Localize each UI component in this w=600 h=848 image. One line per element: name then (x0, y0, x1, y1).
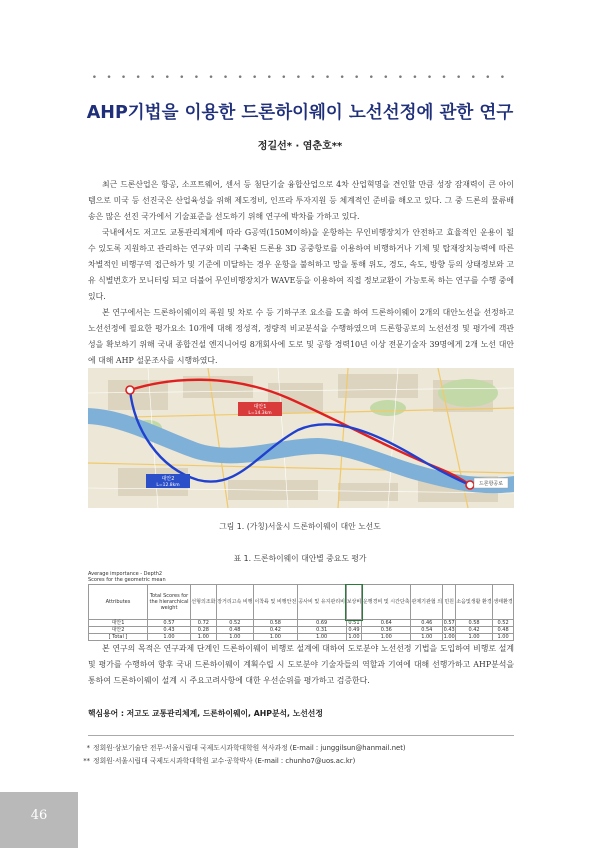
table-cell: 대안1 (89, 620, 148, 627)
importance-table (88, 571, 514, 641)
table-cell: 0.48 (216, 627, 253, 634)
footnote-text: 정회원·서울시립대 국제도시과학대학원 교수·공학박사 (E-mail : chunho7@uos.ac.kr) (93, 757, 356, 765)
column-header: 소음및생활 환경 (455, 585, 492, 620)
conclusion-paragraph: 본 연구의 목적은 연구과제 단계인 드론하이웨이 비행로 설계에 대하여 도로분야 노선선정 기법을 도입하여 비행로 설계 및 평가를 수행하여 향후 국내 드론하이웨이 계획수립 시 도로분야 기술자들의 역할과 기여에 대해 선행가하고 AHP분석을 통하여 드론하이웨이 설계 시 주요고려사항에 대한 우선순위를 평가하고 검증한다. (88, 644, 514, 685)
page-number: 46 (30, 808, 48, 823)
table-header-line-1: Average importance - Depth2 (88, 571, 163, 577)
route-2-label: 대안2 (161, 476, 175, 482)
table-caption: 표 1. 드론하이웨이 대안별 중요도 평가 (233, 554, 367, 563)
route-end-point (466, 481, 474, 489)
footnote-mark: * (86, 744, 90, 752)
route-start-point (126, 386, 134, 394)
table-row (89, 620, 514, 627)
footnote-text: 정회원·삼보기술단 전무·서울시립대 국제도시과학대학원 석사과정 (E-mail : junggilsun@hanmail.net) (93, 744, 406, 752)
table-header-line-2: Scores for the geometric mean (88, 577, 166, 583)
table-cell: 1.00 (443, 634, 455, 640)
table-cell: 1.00 (493, 634, 514, 641)
table-cell: 1.00 (148, 634, 191, 641)
table-cell: 0.57 (148, 620, 191, 627)
table-cell: 0.52 (493, 620, 514, 627)
footnote-mark: ** (83, 757, 90, 765)
column-header: Total Scores for the hierarchical weight (148, 585, 191, 620)
table-cell: 1.00 (253, 634, 297, 641)
table-cell: 0.51 (346, 620, 362, 627)
table-cell: 0.64 (362, 620, 411, 627)
table-cell: 1.00 (191, 634, 217, 641)
table-cell: 0.36 (362, 627, 411, 634)
column-header: 선형의조화 (191, 585, 217, 620)
table-cell: 0.49 (346, 627, 362, 634)
table-cell: 0.48 (493, 627, 514, 634)
table-cell: 0.46 (411, 620, 443, 627)
authors: 정길선* · 염춘호** (257, 141, 343, 152)
column-header: Attributes (89, 585, 148, 620)
conclusion-body (88, 641, 514, 689)
table-cell: 1.00 (411, 634, 443, 641)
table-header-row (89, 585, 514, 620)
table-cell: 0.42 (455, 627, 492, 634)
table-cell: 0.31 (297, 627, 346, 634)
paragraph-3: 본 연구에서는 드론하이웨이의 폭원 및 차로 수 등 기하구조 요소를 도출 하여 드론하이웨이 2개의 대안노선을 선정하고 노선선정에 필요한 평가요소 10개에 대해 정성적, 정량적 비교분석을 수행하였으며 드론항공로의 노선선정 및 평가에 객관성을 확보하기 위해 국내 종합건설 엔지니어링 8개회사에 도로 및 공항 경력10년 이상 전문기술자 39명에게 2개 노선 대안에 대해 AHP 설문조사를 시행하였다. (88, 308, 514, 365)
column-header: 장거리고속 비행 (216, 585, 253, 620)
footnote-1 (78, 742, 518, 752)
table-cell: 0.69 (297, 620, 346, 627)
page-number-tab (0, 792, 78, 848)
route-1-length: L=14.3km (248, 411, 272, 416)
table-cell: 0.58 (253, 620, 297, 627)
table-cell: 0.58 (455, 620, 492, 627)
intro-body (88, 177, 514, 369)
table-cell: 대안2 (89, 627, 148, 634)
map-place-label: 드론항공로 (478, 481, 504, 487)
column-header: 민원 (443, 585, 455, 620)
figure-caption: 그림 1. (가칭)서울시 드론하이웨이 대안 노선도 (219, 522, 381, 531)
column-header: 관제기관협 의 (411, 585, 443, 620)
keywords: 핵심용어 : 저고도 교통관리체계, 드론하이웨이, AHP분석, 노선선정 (88, 709, 323, 718)
footnote-2 (78, 755, 518, 765)
table-cell: 0.43 (148, 627, 191, 634)
decorative-dots: • • • • • • • • • • • • • • • • • • • • • • • • • • • • • (91, 73, 509, 83)
table-cell: 1.00 (297, 634, 346, 641)
column-header: 보상비 (346, 585, 362, 620)
column-header: 운행경비 및 시간단축 (362, 585, 411, 620)
route-map-figure (88, 368, 514, 508)
table-cell: 0.72 (191, 620, 217, 627)
table-cell: 1.00 (362, 634, 411, 641)
table-cell: 1.00 (346, 634, 362, 641)
table-cell: 0.54 (411, 627, 443, 634)
paragraph-1: 최근 드론산업은 항공, 소프트웨어, 센서 등 첨단기술 융합산업으로 4차 산업혁명을 견인할 만큼 성장 잠재력이 큰 아이템으로 미국 등 선진국은 산업육성을 위해 제도정비, 인프라 투자지원 등 체계적인 준비를 해오고 있다. 그 중 드론의 물류배송은 많은 선진 국가에서 기술표준을 선도하기 위해 연구에 박차를 가하고 있다. (88, 180, 514, 221)
table-cell: [ Total ] (89, 634, 148, 641)
table-cell: 0.42 (253, 627, 297, 634)
score-table (88, 584, 514, 641)
column-header: 생태환경 (493, 585, 514, 620)
table-cell: 1.00 (455, 634, 492, 641)
column-header: 이착륙 및 비행안전 (253, 585, 297, 620)
table-cell: 0.43 (443, 627, 455, 633)
footnote-divider (88, 735, 514, 736)
route-1-label: 대안1 (253, 404, 267, 410)
table-row (89, 634, 514, 641)
table-cell: 0.57 (443, 620, 455, 626)
table-cell: 0.52 (216, 620, 253, 627)
route-2-length: L=12.8km (156, 483, 180, 488)
column-header: 공사비 및 유지관리비 (297, 585, 346, 620)
paragraph-2: 국내에서도 저고도 교통관리체계에 따라 G공역(150M이하)을 운항하는 무인비행장치가 안전하고 효율적인 운용이 될 수 있도록 지원하고 관리하는 연구와 미리 구축된 드론용 3D 공중항로를 이용하여 비행하거나 기체 및 탑재장치능력에 따른 차별적인 비행구역 접근하가 및 기준에 미달하는 경우 운항을 불허하고 망을 통해 위도, 경도, 속도, 방향 등의 상태정보와 고유 식별번호가 모니터링 되고 더불어 무인비행장치가 WAVE등을 이용하여 직접 정보교환이 가능토록 하는 연구를 수행 중에 있다. (88, 228, 514, 301)
paper-title: AHP기법을 이용한 드론하이웨이 노선선정에 관한 연구 (86, 103, 514, 123)
table-cell: 0.28 (191, 627, 217, 634)
table-cell: 1.00 (216, 634, 253, 641)
table-row (89, 627, 514, 634)
route-map (88, 368, 514, 508)
